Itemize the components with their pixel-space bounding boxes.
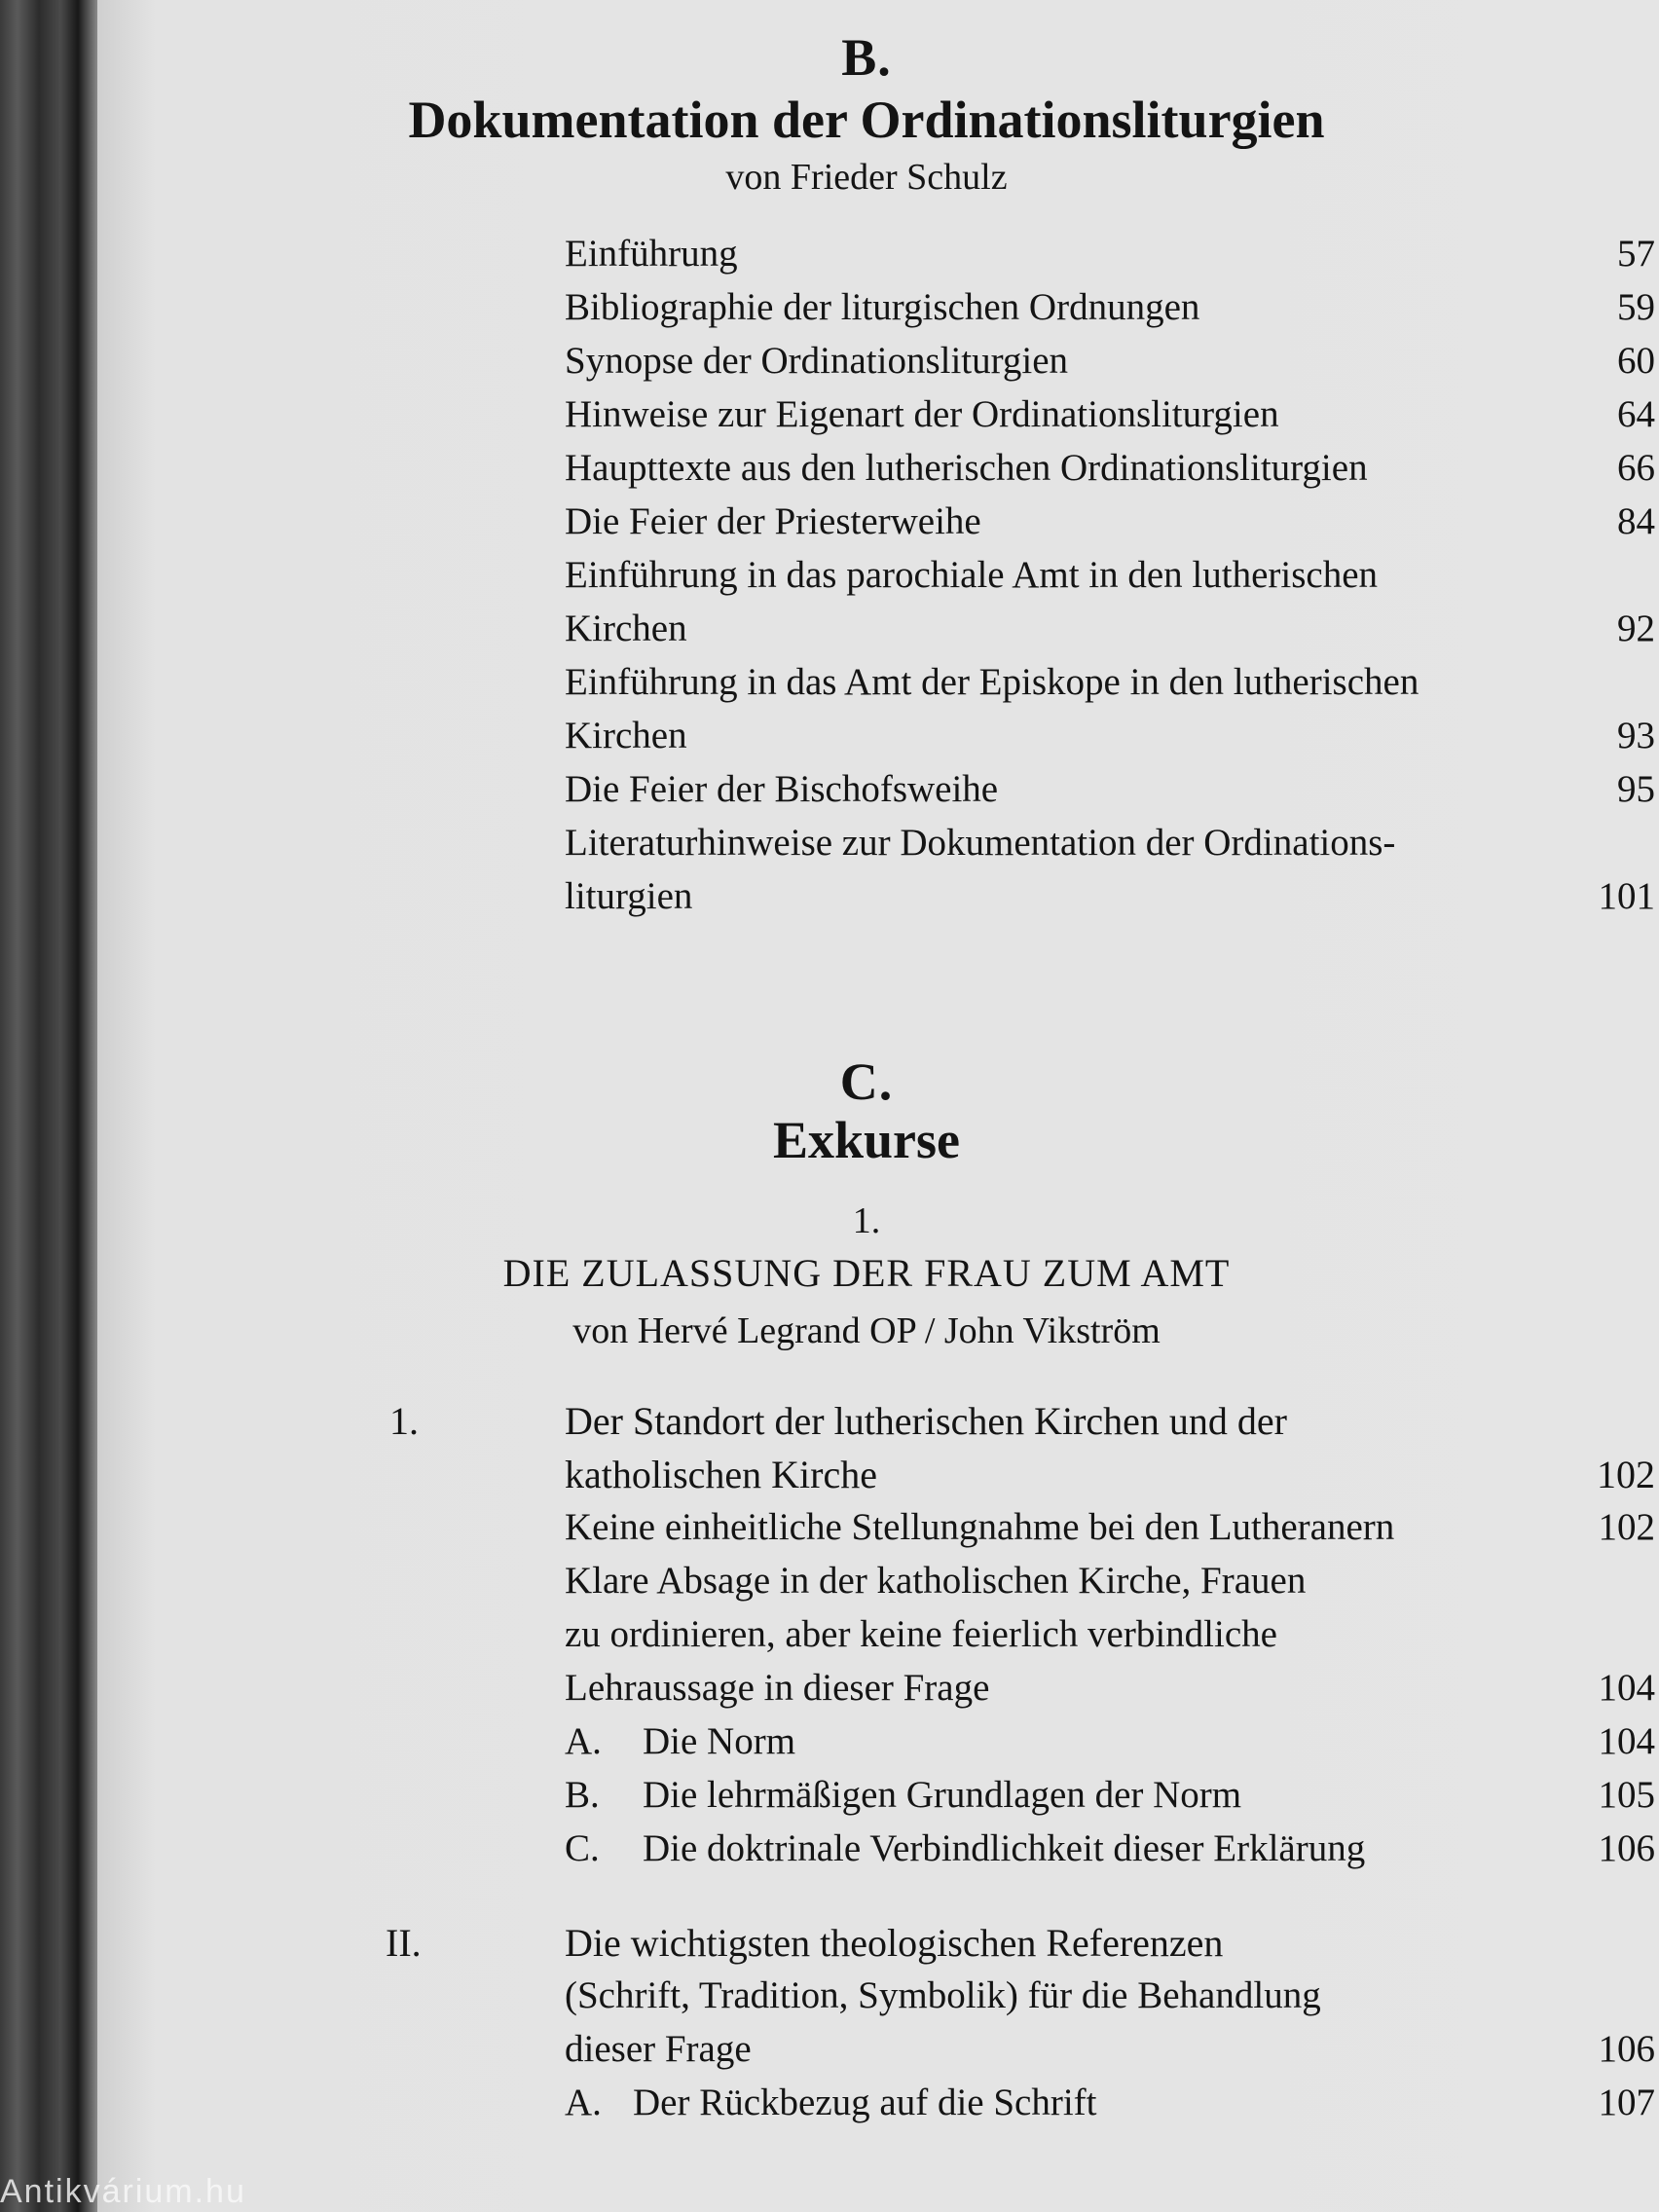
toc-entry[interactable]: Hinweise zur Eigenart der Ordinationsliturgien 64 <box>565 393 1655 435</box>
dot-leader <box>1051 767 1577 806</box>
part2-numeral: II. <box>386 1921 422 1965</box>
excursus-title: DIE ZULASSUNG DER FRAU ZUM AMT <box>502 1251 1231 1295</box>
dot-leader <box>1504 1505 1563 1544</box>
toc-entry[interactable]: Keine einheitliche Stellungnahme bei den Lutheranern 102 <box>565 1506 1655 1548</box>
toc-entry-line2: zu ordinieren, aber keine feierlich verbindliche <box>565 1613 1277 1655</box>
dot-leader <box>711 607 1577 645</box>
toc-entry[interactable]: Kirchen 92 <box>565 608 1655 649</box>
toc-entry[interactable]: Die Feier der Bischofsweihe 95 <box>565 768 1655 810</box>
dot-leader <box>720 874 1563 913</box>
part2-heading-line1: Die wichtigsten theologischen Referenzen <box>565 1921 1224 1965</box>
toc-subentry[interactable]: A. Der Rückbezug auf die Schrift 107 <box>565 2082 1655 2123</box>
toc-entry-line1: Klare Absage in der katholischen Kirche, Frauen <box>565 1560 1307 1602</box>
toc-entry[interactable]: Bibliographie der liturgischen Ordnungen 59 <box>565 286 1655 328</box>
toc-entry[interactable]: Einführung 57 <box>565 233 1655 275</box>
toc-subentry[interactable]: A. Die Norm 104 <box>565 1720 1655 1762</box>
section-c-letter: C. <box>839 1052 894 1111</box>
dot-leader <box>1300 285 1577 324</box>
toc-entry[interactable]: katholischen Kirche 102 <box>565 1453 1655 1496</box>
part1-numeral: 1. <box>389 1399 419 1443</box>
dot-leader <box>779 232 1577 271</box>
toc-subentry[interactable]: B. Die lehrmäßigen Grundlagen der Norm 105 <box>565 1774 1655 1816</box>
dot-leader <box>711 714 1577 753</box>
excursus-number: 1. <box>852 1200 881 1241</box>
dot-leader <box>1051 499 1577 538</box>
section-b-author: von Frieder Schulz <box>725 157 1008 198</box>
toc-entry[interactable]: dieser Frage 106 <box>565 2028 1655 2070</box>
toc-entry[interactable]: Kirchen 93 <box>565 715 1655 756</box>
toc-entry[interactable]: Die Feier der Priesterweihe 84 <box>565 500 1655 542</box>
watermark: Antikvárium.hu <box>0 2173 246 2210</box>
section-c-title: Exkurse <box>772 1111 961 1169</box>
dot-leader <box>1344 1773 1563 1812</box>
part2-heading-line2: (Schrift, Tradition, Symbolik) für die Behandlung <box>565 1974 1321 2016</box>
toc-entry[interactable]: Synopse der Ordinationsliturgien 60 <box>565 340 1655 382</box>
book-page <box>97 0 1659 2212</box>
dot-leader <box>808 2027 1563 2066</box>
dot-leader <box>1387 392 1577 431</box>
book-spine-shadow <box>0 0 97 2212</box>
toc-entry-line1: Einführung in das parochiale Amt in den lutherischen <box>565 554 1379 596</box>
dot-leader <box>1524 446 1577 485</box>
dot-leader <box>959 1452 1563 1491</box>
dot-leader <box>1061 1666 1563 1705</box>
toc-subentry[interactable]: C. Die doktrinale Verbindlichkeit dieser Erklärung 106 <box>565 1827 1655 1869</box>
dot-leader <box>1159 2081 1563 2120</box>
excursus-authors: von Hervé Legrand OP / John Vikström <box>572 1310 1161 1351</box>
part1-heading-line1: Der Standort der lutherischen Kirchen und der <box>565 1399 1287 1443</box>
toc-entry[interactable]: Lehraussage in dieser Frage 104 <box>565 1667 1655 1709</box>
section-b-letter: B. <box>841 28 892 87</box>
toc-entry-line1: Literaturhinweise zur Dokumentation der Ordinations- <box>565 822 1396 864</box>
dot-leader <box>847 1719 1563 1758</box>
dot-leader <box>1490 1826 1563 1865</box>
toc-entry[interactable]: Haupttexte aus den lutherischen Ordinationsliturgien 66 <box>565 447 1655 489</box>
toc-entry-line1: Einführung in das Amt der Episkope in den lutherischen <box>565 661 1419 703</box>
toc-entry[interactable]: liturgien 101 <box>565 875 1655 917</box>
section-b-title: Dokumentation der Ordinationsliturgien <box>408 91 1325 149</box>
dot-leader <box>1159 339 1577 378</box>
